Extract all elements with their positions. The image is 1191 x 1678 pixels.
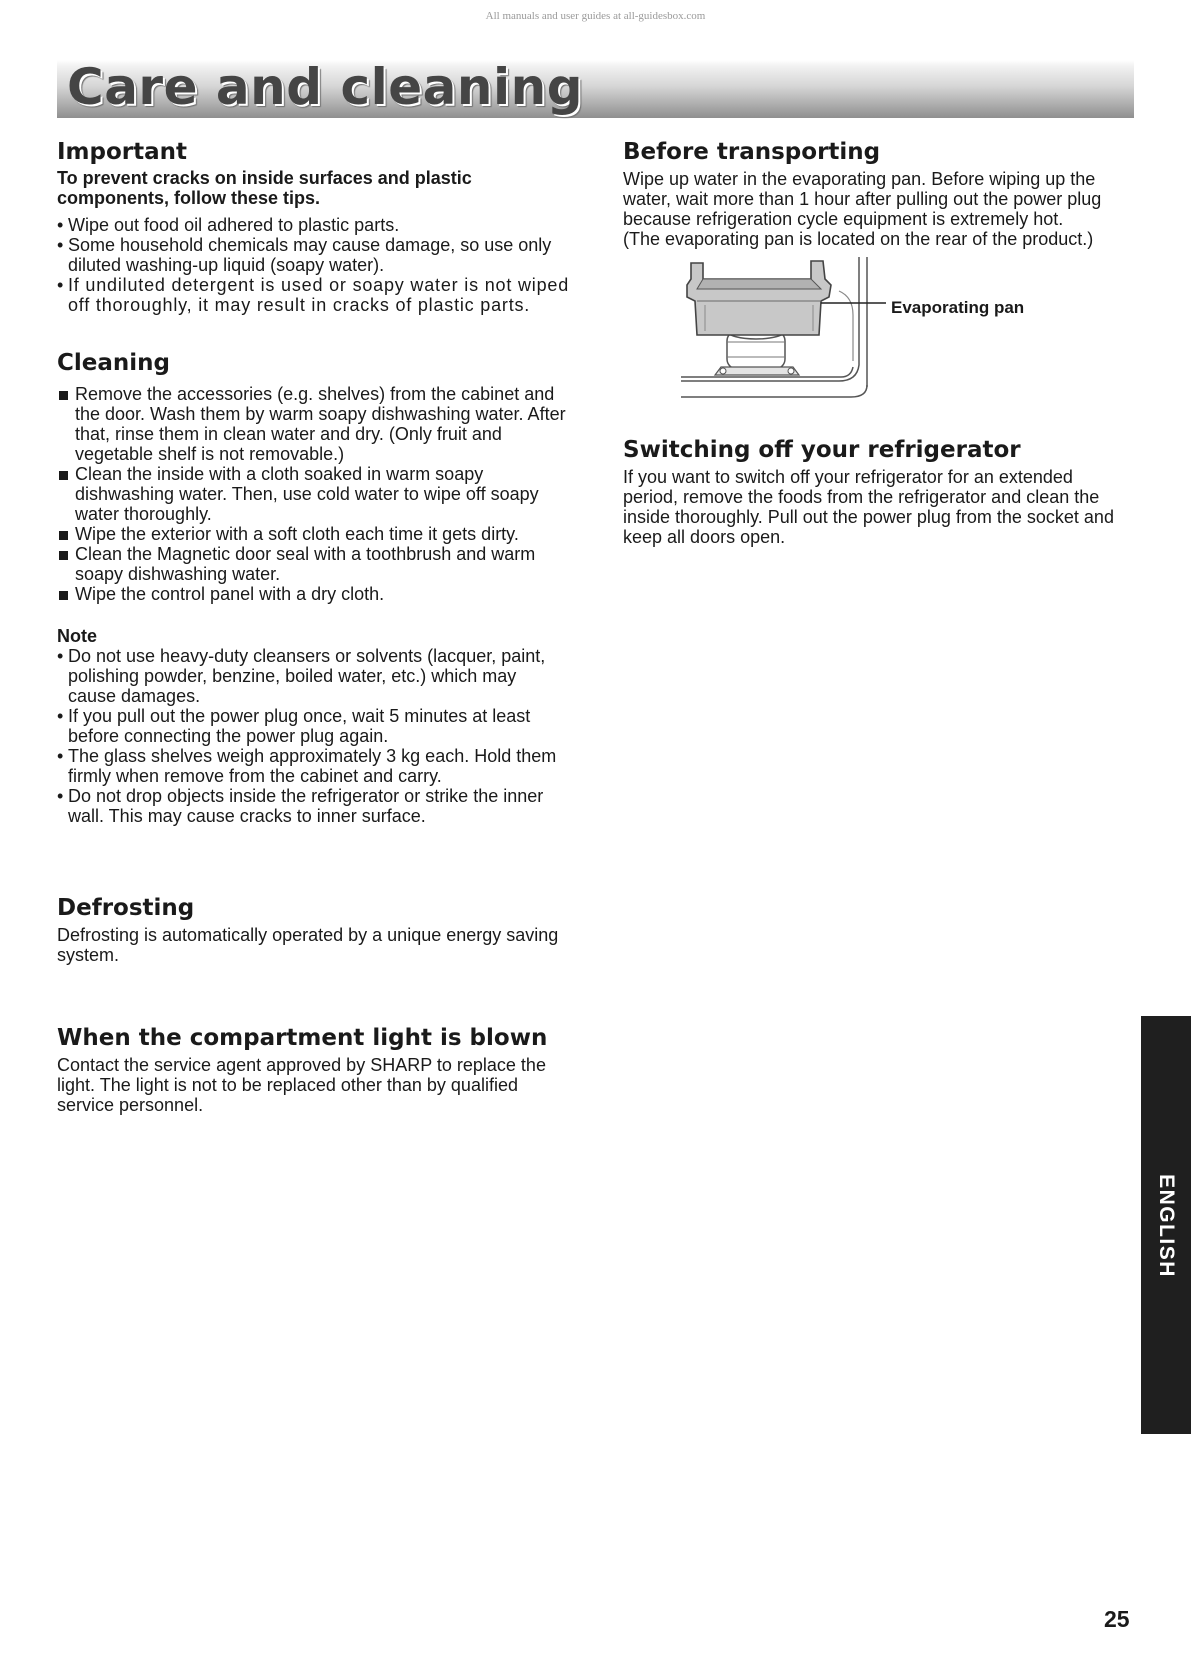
language-tab-label: ENGLISH [1155, 1174, 1178, 1278]
important-subheading: To prevent cracks on inside surfaces and plastic components, follow these tips. [57, 168, 472, 208]
list-item: • Do not use heavy-duty cleansers or solvents (lacquer, paint, polishing powder, benzine, boiled water, etc.) which may cause damages. [57, 646, 569, 706]
transport-text-2: (The evaporating pan is located on the rear of the product.) [623, 229, 1094, 249]
list-item: • The glass shelves weigh approximately 3 kg each. Hold them firmly when remove from the cabinet and carry. [57, 746, 569, 786]
list-item: Clean the inside with a cloth soaked in warm soapy dishwashing water. Then, use cold water to wipe off soapy water thoroughly. [57, 464, 569, 524]
list-item: • Do not drop objects inside the refrigerator or strike the inner wall. This may cause cracks to inner surface. [57, 786, 569, 826]
transport-text: Wipe up water in the evaporating pan. Before wiping up the water, wait more than 1 hour after pulling out the power plug because refrigeration cycle equipment is extremely hot. [623, 169, 1102, 229]
list-item: Wipe the exterior with a soft cloth each time it gets dirty. [57, 524, 569, 544]
cleaning-heading: Cleaning [57, 350, 170, 376]
note-list [57, 646, 569, 826]
defrosting-heading: Defrosting [57, 895, 195, 921]
page-number: 25 [1104, 1606, 1130, 1632]
list-item: Wipe the control panel with a dry cloth. [57, 584, 569, 604]
note-section [57, 626, 569, 826]
evaporating-pan-figure [681, 257, 1061, 407]
transport-heading: Before transporting [623, 139, 881, 165]
light-text: Contact the service agent approved by SHARP to replace the light. The light is not to be replaced other than by qualified service personnel. [57, 1055, 546, 1115]
list-item: • Some household chemicals may cause damage, so use only diluted washing-up liquid (soapy water). [57, 235, 569, 275]
note-label: Note [57, 626, 97, 646]
page-title: Care and cleaning [67, 58, 583, 116]
list-item: • Wipe out food oil adhered to plastic parts. [57, 215, 569, 235]
defrosting-section [57, 894, 569, 965]
list-item: • If undiluted detergent is used or soapy water is not wiped off thoroughly, it may result in cracks of plastic parts. [57, 275, 569, 315]
cleaning-section [57, 349, 569, 604]
light-heading: When the compartment light is blown [57, 1025, 548, 1051]
switching-text: If you want to switch off your refrigerator for an extended period, remove the foods from the refrigerator and clean the inside thoroughly. Pull out the power plug from the socket and keep all doors open. [623, 467, 1114, 547]
switching-section [623, 436, 1123, 547]
defrosting-text: Defrosting is automatically operated by a unique energy saving system. [57, 925, 559, 965]
important-heading: Important [57, 139, 188, 165]
right-column [623, 138, 1123, 547]
cleaning-list [57, 384, 569, 604]
watermark: All manuals and user guides at all-guidesbox.com [485, 10, 706, 22]
light-section [57, 1024, 569, 1115]
list-item: • If you pull out the power plug once, wait 5 minutes at least before connecting the power plug again. [57, 706, 569, 746]
list-item: Remove the accessories (e.g. shelves) from the cabinet and the door. Wash them by warm soapy dishwashing water. After that, rinse them in clean water and dry. (Only fruit and vegetable shelf is not removable.) [57, 384, 569, 464]
evaporating-pan-illustration [681, 257, 1061, 407]
title-banner [57, 60, 1134, 118]
list-item: Clean the Magnetic door seal with a toothbrush and warm soapy dishwashing water. [57, 544, 569, 584]
transport-section [623, 138, 1123, 407]
switching-heading: Switching off your refrigerator [623, 437, 1021, 463]
important-list [57, 215, 569, 315]
important-section [57, 138, 569, 315]
evaporating-pan-label: Evaporating pan [891, 298, 1025, 317]
language-tab [1141, 1016, 1191, 1434]
left-column [57, 138, 569, 1115]
